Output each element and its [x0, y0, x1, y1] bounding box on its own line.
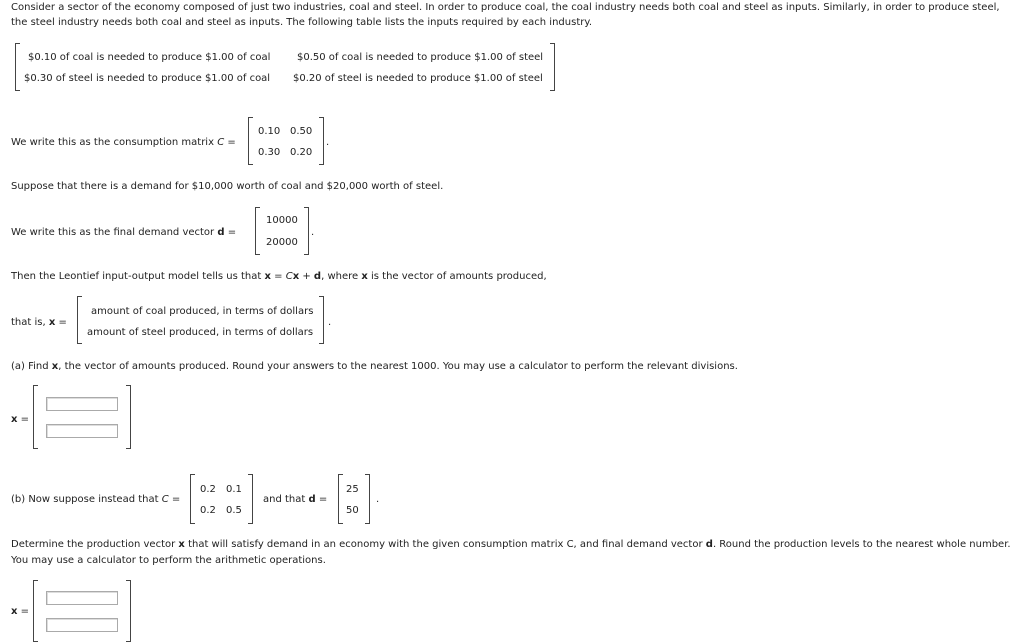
matrix-left-bracket: [190, 474, 195, 524]
vector-right-bracket: [365, 474, 370, 524]
period: .: [376, 494, 380, 505]
matrix-cell: 0.30: [258, 147, 281, 158]
matrix-left-bracket: [248, 117, 253, 165]
vector-right-bracket: [319, 296, 324, 344]
period: .: [311, 227, 315, 238]
matrix-cell: 0.2: [200, 484, 216, 495]
vector-left-bracket: [255, 207, 260, 255]
matrix-cell: 0.1: [226, 484, 242, 495]
vector-cell: amount of coal produced, in terms of dollars: [91, 306, 314, 317]
table-right-bracket: [550, 43, 555, 91]
part-b-answer-label: x =: [11, 606, 30, 617]
matrix-cell: 0.5: [226, 505, 242, 516]
leontief-sentence: Then the Leontief input-output model tells us that x = Cx + d, where x is the vector of amounts produced,: [11, 271, 547, 282]
vector-cell: amount of steel produced, in terms of dollars: [87, 327, 314, 338]
vector-right-bracket: [126, 385, 131, 449]
matrix-cell: 0.10: [258, 126, 281, 137]
part-b-determine-line-1: Determine the production vector x that will satisfy demand in an economy with the given consumption matrix C, and final demand vector d. Round the production levels to the nearest whole number.: [11, 539, 1011, 550]
vector-cell: 10000: [266, 215, 298, 226]
matrix-right-bracket: [319, 117, 324, 165]
consumption-text: We write this as the consumption matrix C =: [11, 137, 236, 148]
c-symbol: C: [217, 137, 225, 148]
part-b-text: (b) Now suppose instead that C =: [11, 494, 181, 505]
demand-sentence: Suppose that there is a demand for $10,000 worth of coal and $20,000 worth of steel.: [11, 181, 444, 192]
part-a-answer-label: x =: [11, 414, 30, 425]
vector-cell: 20000: [266, 237, 298, 248]
vector-left-bracket: [33, 580, 38, 642]
matrix-right-bracket: [248, 474, 253, 524]
part-a-question: (a) Find x, the vector of amounts produced. Round your answers to the nearest 1000. You may use a calculator to perform the relevant divisions.: [11, 361, 738, 372]
matrix-cell: 0.20: [290, 147, 313, 158]
part-b-determine-line-2: You may use a calculator to perform the arithmetic operations.: [11, 555, 326, 566]
answer-b-coal-input[interactable]: [46, 591, 118, 605]
table-cell: $0.10 of coal is needed to produce $1.00 of coal: [28, 52, 271, 63]
table-cell: $0.20 of steel is needed to produce $1.00 of steel: [293, 73, 543, 84]
matrix-cell: 0.50: [290, 126, 313, 137]
demand-vector-text: We write this as the final demand vector d =: [11, 227, 237, 238]
vector-right-bracket: [304, 207, 309, 255]
part-b-and-that: and that d =: [263, 494, 328, 505]
answer-a-coal-input[interactable]: [46, 397, 118, 411]
intro-line-2: the steel industry needs both coal and steel as inputs. The following table lists the inputs required by each industry.: [11, 17, 593, 28]
vector-left-bracket: [33, 385, 38, 449]
matrix-cell: 0.2: [200, 505, 216, 516]
vector-left-bracket: [338, 474, 343, 524]
vector-cell: 25: [346, 484, 359, 495]
vector-cell: 50: [346, 505, 359, 516]
vector-right-bracket: [126, 580, 131, 642]
period: .: [328, 317, 332, 328]
period: .: [326, 137, 330, 148]
table-cell: $0.50 of coal is needed to produce $1.00 of steel: [297, 52, 544, 63]
d-symbol: d: [217, 227, 225, 238]
intro-line-1: Consider a sector of the economy composed of just two industries, coal and steel. In order to produce coal, the coal industry needs both coal and steel as inputs. Similarly, in order to produce steel,: [11, 2, 1000, 13]
table-cell: $0.30 of steel is needed to produce $1.00 of coal: [24, 73, 271, 84]
answer-b-steel-input[interactable]: [46, 618, 118, 632]
table-left-bracket: [15, 43, 20, 91]
vector-left-bracket: [77, 296, 82, 344]
answer-a-steel-input[interactable]: [46, 424, 118, 438]
thatis-text: that is, x =: [11, 317, 67, 328]
